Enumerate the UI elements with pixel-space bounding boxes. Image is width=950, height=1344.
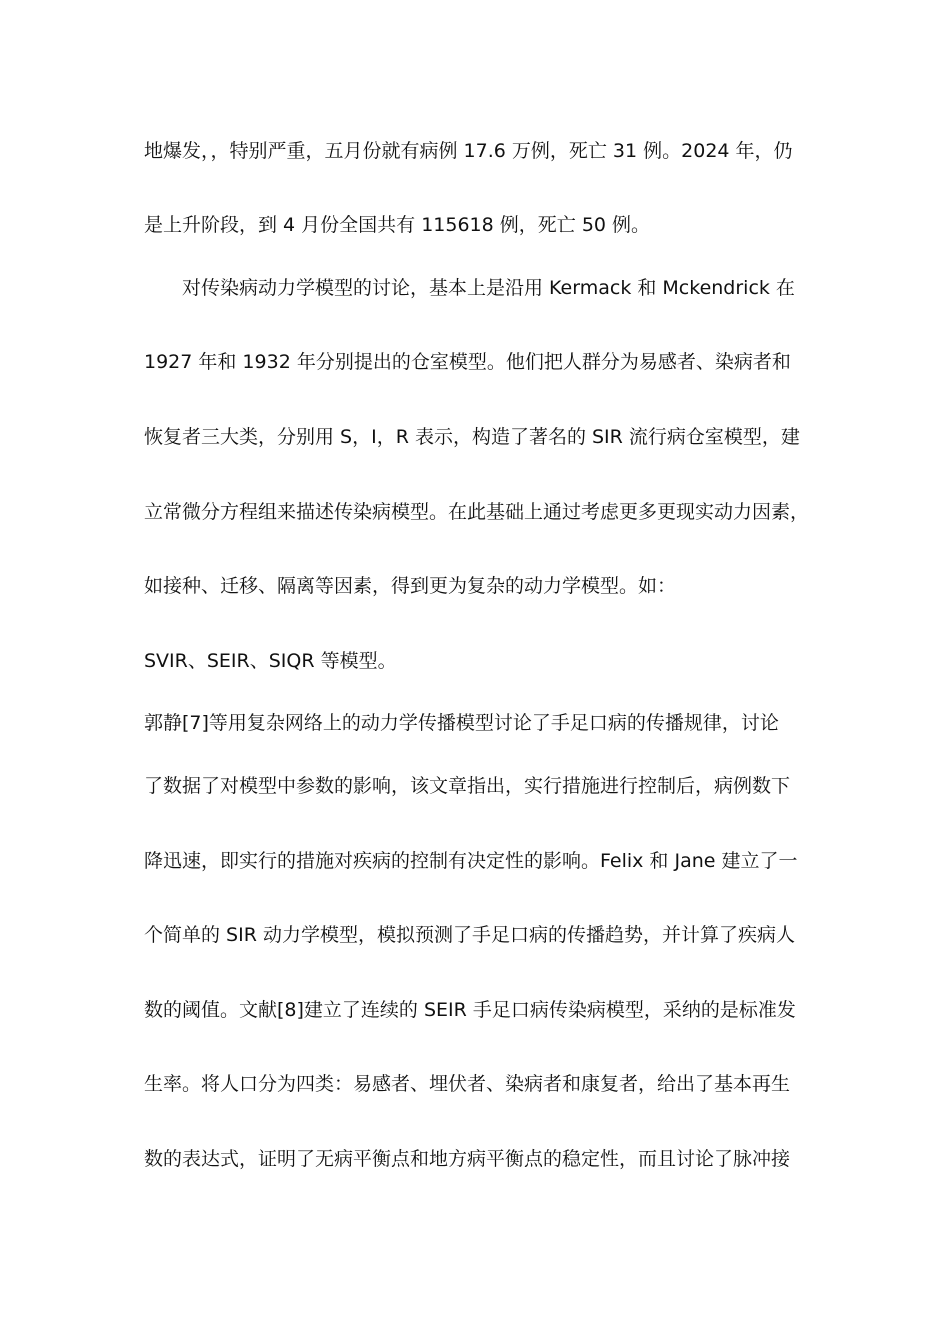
text-line-8: SVIR、SEIR、SIQR 等模型。 [144,650,397,672]
text-line-5: 恢复者三大类，分别用 S，I，R 表示，构造了著名的 SIR 流行病仓室模型，建 [144,426,800,448]
text-line-6: 立常微分方程组来描述传染病模型。在此基础上通过考虑更多更现实动力因素， [144,501,810,523]
text-line-12: 个简单的 SIR 动力学模型，模拟预测了手足口病的传播趋势，并计算了疾病人 [144,924,795,946]
text-line-4: 1927 年和 1932 年分别提出的仓室模型。他们把人群分为易感者、染病者和 [144,351,791,373]
text-line-15: 数的表达式，证明了无病平衡点和地方病平衡点的稳定性，而且讨论了脉冲接 [144,1148,791,1170]
text-line-13: 数的阈值。文献[8]建立了连续的 SEIR 手足口病传染病模型，采纳的是标准发 [144,999,796,1021]
text-line-14: 生率。将人口分为四类：易感者、埋伏者、染病者和康复者，给出了基本再生 [144,1073,791,1095]
text-line-2: 是上升阶段，到 4 月份全国共有 115618 例，死亡 50 例。 [144,214,651,236]
text-line-9: 郭静[7]等用复杂网络上的动力学传播模型讨论了手足口病的传播规律，讨论 [144,712,779,734]
text-line-3: 对传染病动力学模型的讨论，基本上是沿用 Kermack 和 Mckendrick 在 [182,277,795,299]
text-line-10: 了数据了对模型中参数的影响，该文章指出，实行措施进行控制后，病例数下 [144,775,791,797]
text-line-7: 如接种、迁移、隔离等因素，得到更为复杂的动力学模型。如： [144,575,677,597]
text-line-1: 地爆发，，特别严重，五月份就有病例 17.6 万例，死亡 31 例。2024 年，仍 [144,140,793,162]
text-line-11: 降迅速，即实行的措施对疾病的控制有决定性的影响。Felix 和 Jane 建立了一 [144,850,798,872]
